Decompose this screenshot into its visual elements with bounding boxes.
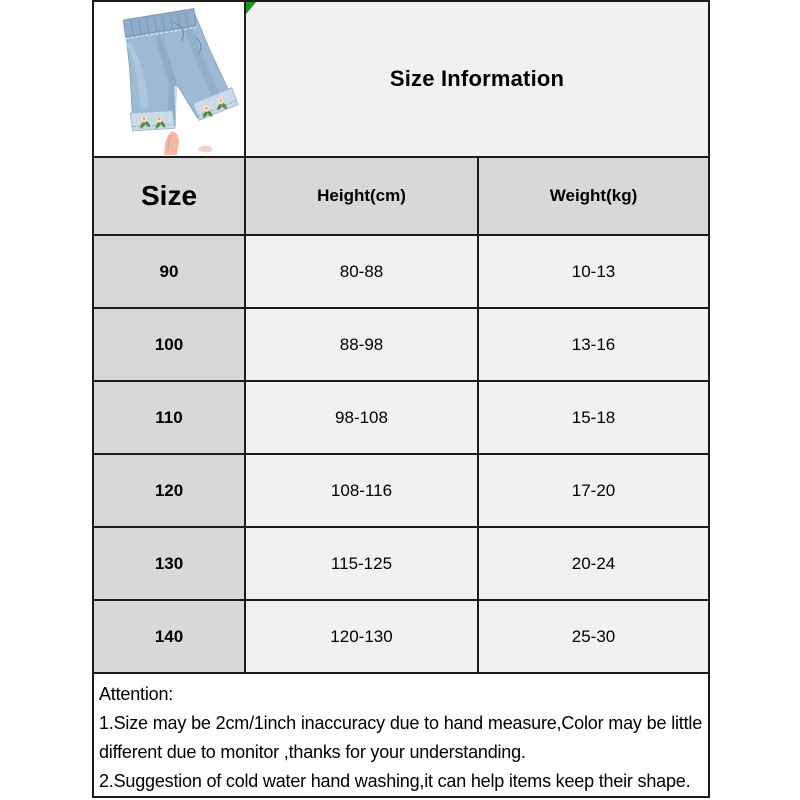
jeans-illustration	[95, 3, 243, 155]
size-cell: 130	[93, 527, 245, 600]
attention-item: 2.Suggestion of cold water hand washing,it can help items keep their shape.	[99, 771, 691, 791]
height-cell: 120-130	[245, 600, 478, 673]
size-table	[92, 0, 710, 798]
height-cell: 115-125	[245, 527, 478, 600]
size-cell: 110	[93, 381, 245, 454]
weight-cell: 13-16	[478, 308, 709, 381]
size-cell: 140	[93, 600, 245, 673]
weight-cell: 20-24	[478, 527, 709, 600]
size-cell: 120	[93, 454, 245, 527]
height-cell: 88-98	[245, 308, 478, 381]
attention-box	[93, 673, 709, 797]
corner-flag-icon	[246, 2, 256, 14]
col-header-height: Height(cm)	[245, 157, 478, 235]
size-sheet	[92, 0, 708, 798]
table-row	[93, 308, 709, 381]
size-cell: 100	[93, 308, 245, 381]
title-cell	[245, 1, 709, 157]
attention-heading: Attention:	[99, 684, 174, 704]
table-row	[93, 600, 709, 673]
table-header-row	[93, 157, 709, 235]
table-row	[93, 381, 709, 454]
height-cell: 98-108	[245, 381, 478, 454]
weight-cell: 10-13	[478, 235, 709, 308]
weight-cell: 25-30	[478, 600, 709, 673]
table-row	[93, 235, 709, 308]
attention-item: 1.Size may be 2cm/1inch inaccuracy due to hand measure,Color may be little different due to monitor ,thanks for your understanding.	[99, 713, 703, 762]
weight-cell: 17-20	[478, 454, 709, 527]
height-cell: 80-88	[245, 235, 478, 308]
col-header-weight: Weight(kg)	[478, 157, 709, 235]
col-header-size: Size	[93, 157, 245, 235]
table-row	[93, 527, 709, 600]
page-title: Size Information	[389, 66, 565, 91]
size-cell: 90	[93, 235, 245, 308]
table-row	[93, 454, 709, 527]
weight-cell: 15-18	[478, 381, 709, 454]
height-cell: 108-116	[245, 454, 478, 527]
product-photo-cell	[93, 1, 245, 157]
